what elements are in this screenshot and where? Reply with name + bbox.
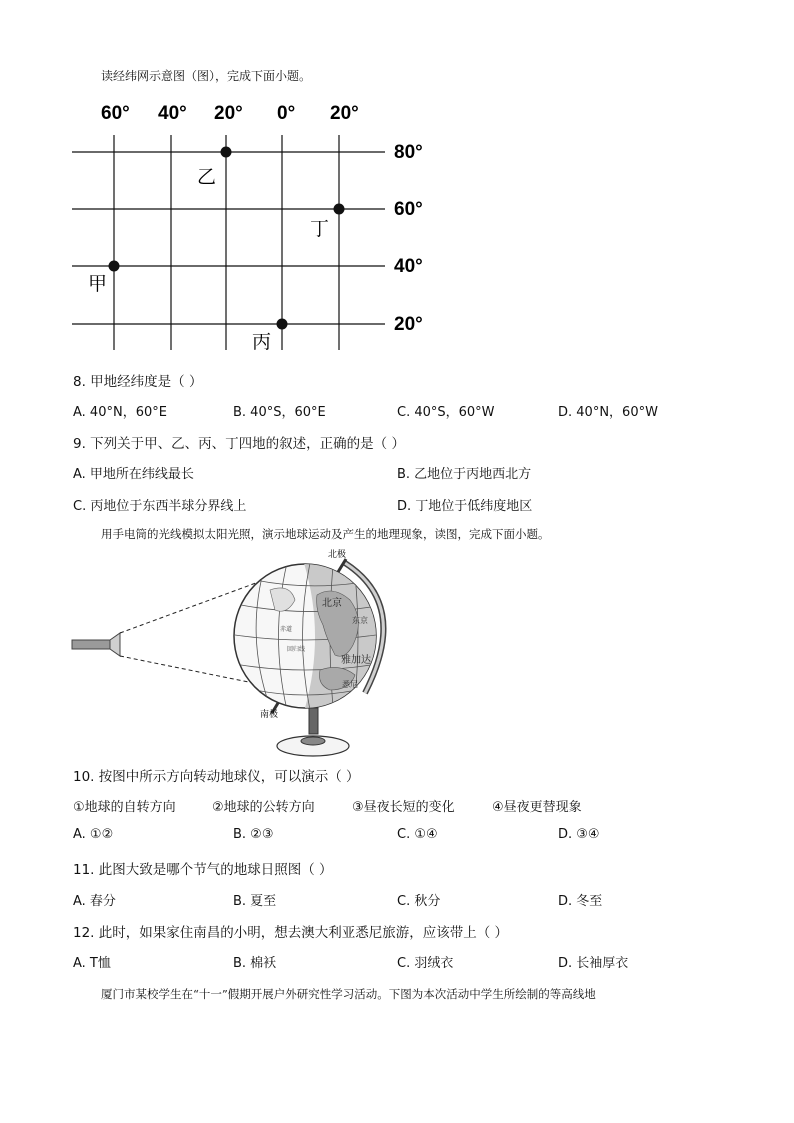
label-bing: 丙 [252, 331, 272, 353]
lon-label-0: 0° [277, 103, 296, 124]
q8-option-b: B. 40°S，60°E [233, 405, 326, 420]
intro-text-1: 读经纬网示意图（图），完成下面小题。 [101, 69, 312, 83]
label-south-pole: 南极 [260, 710, 279, 720]
q8-stem: 8. 甲地经纬度是（ ） [73, 374, 203, 390]
lat-label-60: 60° [394, 199, 423, 220]
label-yi: 乙 [197, 166, 217, 188]
label-beijing: 北京 [322, 598, 342, 609]
q10-option-d: D. ③④ [558, 827, 600, 842]
globe-stand [277, 707, 349, 756]
q10-option-a: A. ①② [73, 827, 114, 842]
q9-option-c: C. 丙地位于东西半球分界线上 [73, 499, 247, 514]
q12-option-d: D. 长袖厚衣 [558, 956, 629, 971]
label-small-1: 赤道 [280, 626, 293, 633]
q10-item-3: ③昼夜长短的变化 [352, 800, 455, 815]
q10-item-2: ②地球的公转方向 [212, 800, 315, 815]
lon-label-40: 40° [158, 103, 187, 124]
label-ding: 丁 [310, 218, 330, 240]
lon-label-20e: 20° [330, 103, 359, 124]
intro-text-2: 用手电筒的光线模拟太阳光照，演示地球运动及产生的地理现象，读图，完成下面小题。 [101, 527, 550, 541]
label-north-pole: 北极 [328, 550, 347, 560]
q8-option-d: D. 40°N，60°W [558, 405, 658, 420]
q11-option-d: D. 冬至 [558, 894, 603, 909]
q10-item-1: ①地球的自转方向 [73, 800, 176, 815]
q10-item-4: ④昼夜更替现象 [492, 800, 582, 815]
label-small-2: 回归线 [287, 646, 306, 653]
q10-option-c: C. ①④ [397, 827, 438, 842]
q12-stem: 12. 此时，如果家住南昌的小明，想去澳大利亚悉尼旅游，应该带上（ ） [73, 925, 509, 941]
q12-option-b: B. 棉袄 [233, 956, 277, 971]
lat-label-20: 20° [394, 314, 423, 335]
q9-option-b: B. 乙地位于丙地西北方 [397, 467, 532, 482]
grid-lines [72, 135, 385, 350]
q10-option-b: B. ②③ [233, 827, 274, 842]
lat-label-80: 80° [394, 142, 423, 163]
label-jia: 甲 [88, 273, 108, 295]
lat-lon-grid-figure [60, 95, 460, 360]
point-ding [334, 204, 345, 215]
label-south: 悉尼 [342, 680, 358, 689]
q8-option-c: C. 40°S，60°W [397, 405, 495, 420]
q12-option-a: A. T恤 [73, 956, 111, 971]
q9-option-a: A. 甲地所在纬线最长 [73, 467, 194, 482]
q9-stem: 9. 下列关于甲、乙、丙、丁四地的叙述，正确的是（ ） [73, 436, 405, 452]
q11-option-c: C. 秋分 [397, 894, 441, 909]
q11-stem: 11. 此图大致是哪个节气的地球日照图（ ） [73, 862, 333, 878]
q9-option-d: D. 丁地位于低纬度地区 [397, 499, 533, 514]
globe-figure [65, 545, 405, 760]
flashlight-icon [72, 633, 120, 656]
intro-text-3: 厦门市某校学生在“十一”假期开展户外研究性学习活动。下图为本次活动中学生所绘制的等高线地 [101, 987, 596, 1001]
q11-option-b: B. 夏至 [233, 894, 277, 909]
label-east: 东京 [352, 616, 368, 625]
lat-label-40: 40° [394, 256, 423, 277]
q8-option-a: A. 40°N，60°E [73, 405, 167, 420]
label-jakarta: 雅加达 [341, 655, 371, 666]
q10-stem: 10. 按图中所示方向转动地球仪，可以演示（ ） [73, 769, 360, 785]
lon-label-60: 60° [101, 103, 130, 124]
q12-option-c: C. 羽绒衣 [397, 956, 454, 971]
point-jia [109, 261, 120, 272]
point-bing [277, 319, 288, 330]
point-yi [221, 147, 232, 158]
q11-option-a: A. 春分 [73, 894, 116, 909]
lon-label-20w: 20° [214, 103, 243, 124]
